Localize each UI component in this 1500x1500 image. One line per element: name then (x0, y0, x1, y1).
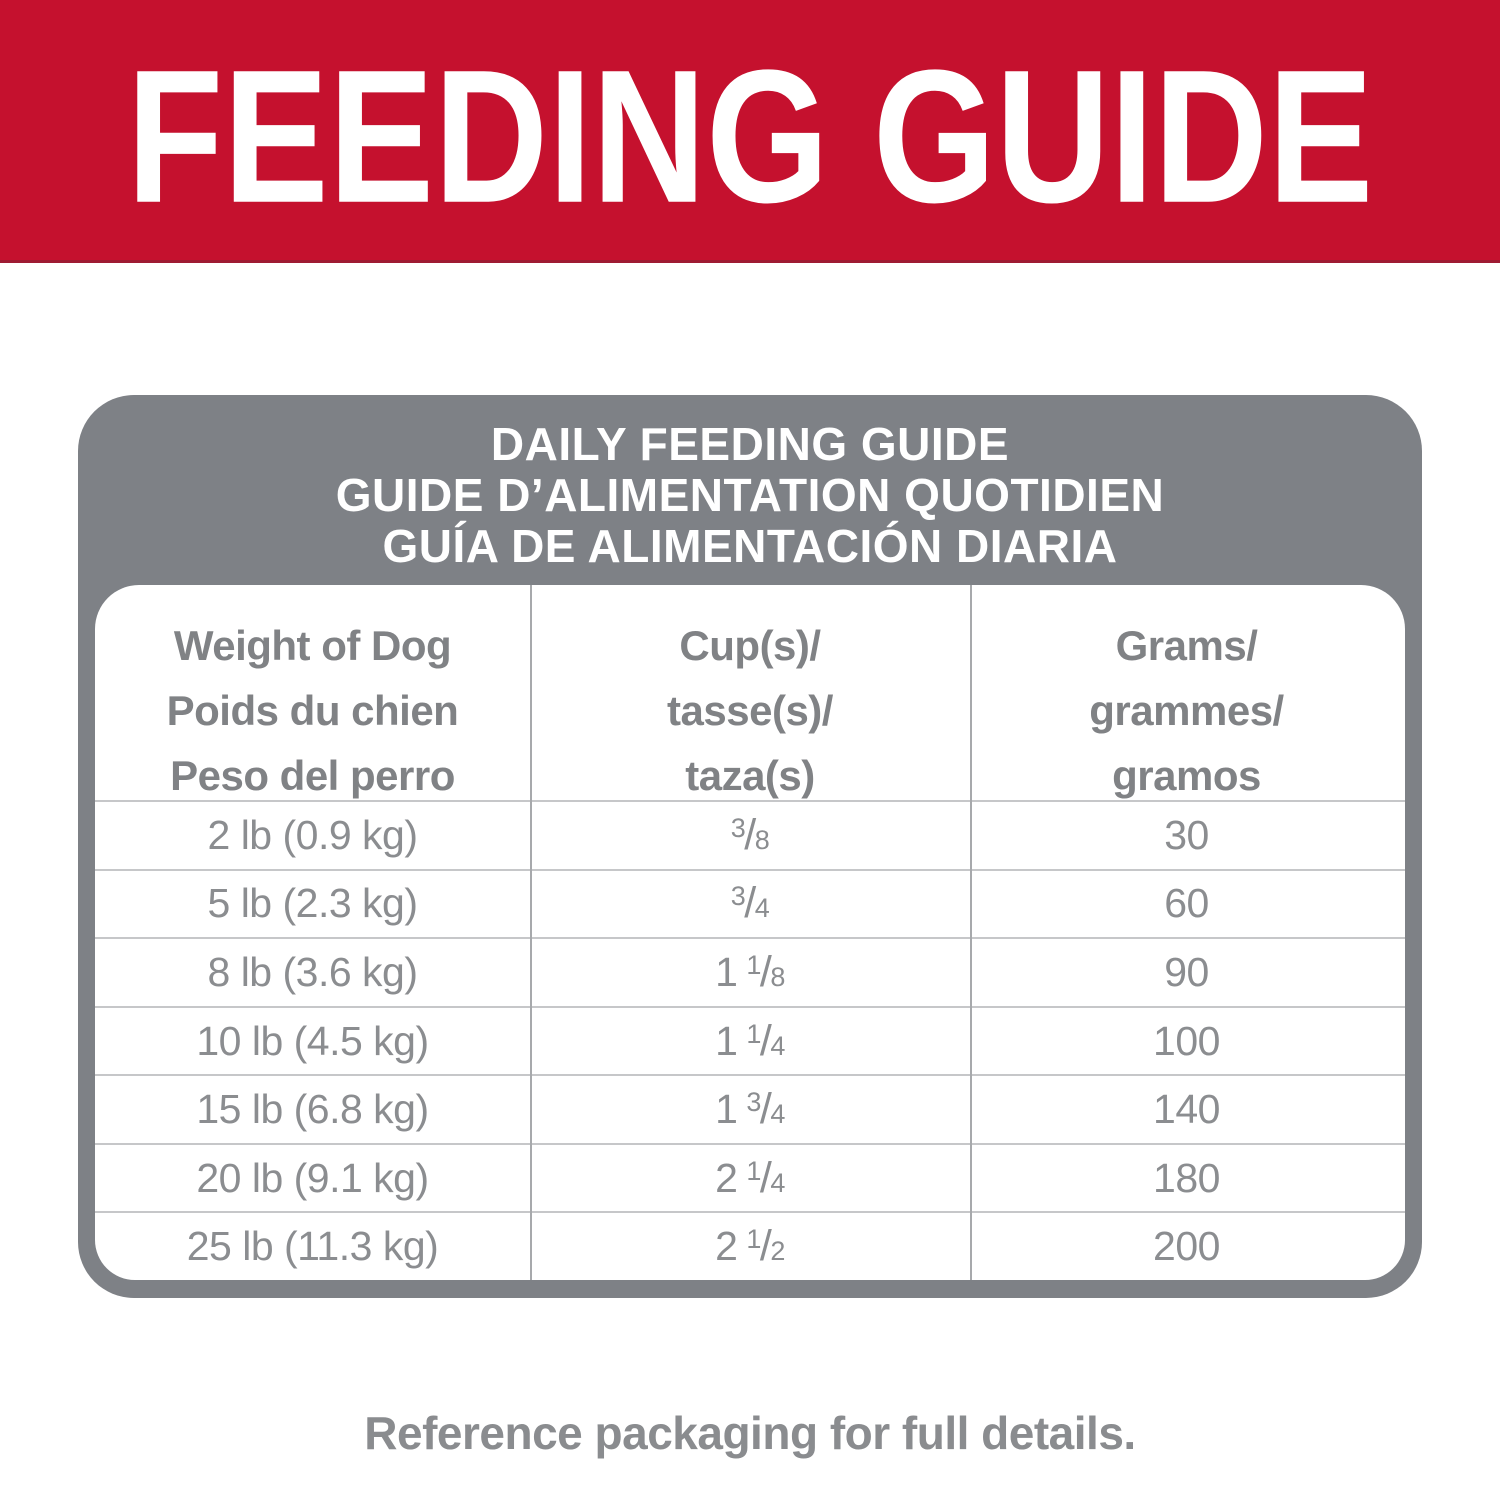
column-header-grams-en: Grams/ (1115, 622, 1258, 669)
cell-grams: 60 (1164, 880, 1209, 927)
card-title-es: GUÍA DE ALIMENTACIÓN DIARIA (382, 520, 1118, 572)
cell-grams: 140 (1153, 1086, 1220, 1133)
column-header-weight (95, 613, 530, 800)
cell-grams: 200 (1153, 1223, 1220, 1270)
cell-cups (530, 802, 970, 869)
cell-cups (530, 1008, 970, 1075)
cell-weight: 15 lb (6.8 kg) (196, 1086, 429, 1133)
cell-grams: 100 (1153, 1017, 1220, 1064)
cups-fraction: 1 / 4 (746, 1016, 785, 1065)
daily-feeding-guide-card (78, 395, 1422, 1298)
cell-cups (530, 1076, 970, 1143)
cell-cups (530, 939, 970, 1006)
cell-cups (530, 1213, 970, 1280)
column-divider-2 (970, 585, 972, 1280)
card-title-fr: GUIDE D’ALIMENTATION QUOTIDIEN (335, 469, 1165, 521)
cups-fraction: 1 / 8 (746, 947, 785, 996)
column-divider-1 (530, 585, 532, 1280)
table-row (95, 1074, 1405, 1143)
cups-fraction: 3 / 8 (730, 810, 770, 859)
table-row (95, 937, 1405, 1006)
table-header-row (95, 585, 1405, 800)
table-row (95, 1006, 1405, 1075)
column-header-weight-es: Peso del perro (170, 752, 455, 799)
cell-cups (530, 1145, 970, 1212)
column-header-cups-en: Cup(s)/ (679, 622, 821, 669)
table-body (95, 800, 1405, 1280)
cell-grams: 30 (1164, 811, 1209, 858)
column-header-weight-fr: Poids du chien (166, 687, 459, 734)
table-row (95, 869, 1405, 938)
cups-fraction: 1 / 2 (746, 1222, 785, 1271)
cups-fraction: 3 / 4 (746, 1085, 785, 1134)
column-header-cups-es: taza(s) (685, 752, 815, 799)
table-row (95, 1211, 1405, 1280)
cell-grams: 90 (1164, 948, 1209, 995)
cups-whole: 2 (715, 1154, 738, 1201)
column-header-grams-fr: grammes/ (1089, 687, 1284, 734)
feeding-table (95, 585, 1405, 1280)
cell-weight: 2 lb (0.9 kg) (207, 811, 418, 858)
cell-cups (530, 871, 970, 938)
column-header-grams-es: gramos (1112, 752, 1261, 799)
table-row (95, 800, 1405, 869)
page-title: FEEDING GUIDE (126, 30, 1374, 243)
column-header-weight-en: Weight of Dog (173, 622, 452, 669)
cups-whole: 2 (715, 1223, 738, 1270)
card-title (78, 395, 1422, 572)
cell-weight: 5 lb (2.3 kg) (207, 880, 418, 927)
cell-weight: 25 lb (11.3 kg) (186, 1223, 439, 1270)
column-header-cups (530, 613, 970, 800)
column-header-grams (970, 613, 1403, 800)
cell-weight: 8 lb (3.6 kg) (207, 948, 418, 995)
cups-fraction: 3 / 4 (730, 879, 770, 928)
cups-whole: 1 (715, 948, 738, 995)
table-row (95, 1143, 1405, 1212)
cell-weight: 20 lb (9.1 kg) (196, 1154, 429, 1201)
card-title-en: DAILY FEEDING GUIDE (490, 418, 1010, 470)
cups-whole: 1 (715, 1017, 738, 1064)
column-header-cups-fr: tasse(s)/ (667, 687, 833, 734)
footnote: Reference packaging for full details. (364, 1407, 1136, 1459)
cups-whole: 1 (715, 1086, 738, 1133)
cups-fraction: 1 / 4 (746, 1153, 785, 1202)
cell-grams: 180 (1153, 1154, 1220, 1201)
banner (0, 0, 1500, 263)
cell-weight: 10 lb (4.5 kg) (196, 1017, 429, 1064)
